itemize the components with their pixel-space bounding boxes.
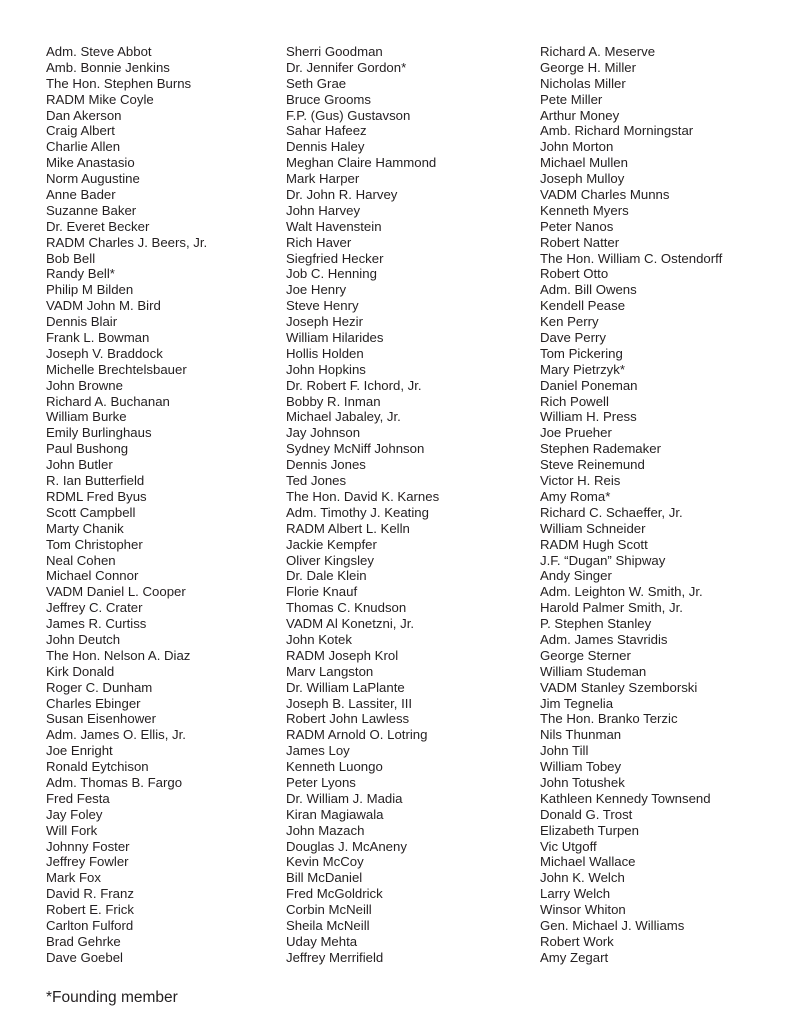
- list-item: Mark Fox: [46, 870, 101, 886]
- list-item: Mike Anastasio: [46, 155, 135, 171]
- list-item: Kendell Pease: [540, 298, 626, 314]
- list-item: Suzanne Baker: [46, 202, 137, 218]
- list-item: Thomas C. Knudson: [286, 600, 407, 616]
- list-item: Nicholas Miller: [540, 75, 626, 91]
- list-item: Adm. Timothy J. Keating: [286, 504, 429, 520]
- list-item: Philip M Bilden: [46, 282, 134, 298]
- list-item: Daniel Poneman: [540, 377, 638, 393]
- list-item: F.P. (Gus) Gustavson: [286, 107, 411, 123]
- list-item: Charles Ebinger: [46, 695, 141, 711]
- list-item: Elizabeth Turpen: [540, 822, 639, 838]
- list-item: Jeffrey C. Crater: [46, 600, 143, 616]
- list-item: R. Ian Butterfield: [46, 473, 145, 489]
- list-item: Rich Powell: [540, 393, 609, 409]
- list-item: William Studeman: [540, 663, 647, 679]
- list-item: Paul Bushong: [46, 441, 129, 457]
- list-item: John Mazach: [286, 822, 365, 838]
- list-item: Bruce Grooms: [286, 91, 372, 107]
- list-item: Victor H. Reis: [540, 473, 621, 489]
- list-item: Richard A. Meserve: [540, 44, 656, 59]
- list-item: Tom Pickering: [540, 345, 623, 361]
- list-item: Randy Bell*: [46, 266, 115, 282]
- list-item: J.F. “Dugan” Shipway: [540, 552, 666, 568]
- list-item: Robert Otto: [540, 266, 609, 282]
- list-item: Susan Eisenhower: [46, 711, 156, 727]
- list-item: RADM Joseph Krol: [286, 647, 399, 663]
- list-item: Michelle Brechtelsbauer: [46, 361, 187, 377]
- list-item: William Hilarides: [286, 330, 384, 346]
- list-item: John Till: [540, 743, 589, 759]
- list-item: Adm. Leighton W. Smith, Jr.: [540, 584, 703, 600]
- list-item: Joe Enright: [46, 743, 113, 759]
- list-item: Sahar Hafeez: [286, 123, 367, 139]
- list-item: Johnny Foster: [46, 838, 130, 854]
- list-item: Jay Foley: [46, 806, 103, 822]
- list-item: Kiran Magiawala: [286, 806, 384, 822]
- list-item: RADM Albert L. Kelln: [286, 520, 410, 536]
- list-item: Sherri Goodman: [286, 44, 383, 59]
- list-item: Meghan Claire Hammond: [286, 155, 437, 171]
- list-item: Robert Work: [540, 933, 614, 949]
- list-item: Jeffrey Fowler: [46, 854, 129, 870]
- list-item: Peter Lyons: [286, 774, 356, 790]
- list-item: Siegfried Hecker: [286, 250, 384, 266]
- list-item: Joseph Hezir: [286, 314, 363, 330]
- list-item: Neal Cohen: [46, 552, 116, 568]
- list-item: Sheila McNeill: [286, 917, 370, 933]
- list-item: Walt Havenstein: [286, 218, 382, 234]
- list-item: Joe Henry: [286, 282, 347, 298]
- list-item: Jay Johnson: [286, 425, 361, 441]
- list-item: John Hopkins: [286, 361, 366, 377]
- footnote: *Founding member: [46, 989, 178, 1006]
- list-item: Amy Roma*: [540, 488, 611, 504]
- list-item: Dr. Everet Becker: [46, 218, 150, 234]
- list-item: James Loy: [286, 743, 350, 759]
- list-item: Kathleen Kennedy Townsend: [540, 790, 711, 806]
- list-item: Anne Bader: [46, 187, 116, 203]
- list-item: Adm. Thomas B. Fargo: [46, 774, 183, 790]
- list-item: Dr. Dale Klein: [286, 568, 367, 584]
- list-item: Richard A. Buchanan: [46, 393, 170, 409]
- list-item: Amb. Richard Morningstar: [540, 123, 694, 139]
- list-item: Jim Tegnelia: [540, 695, 614, 711]
- list-item: RADM Charles J. Beers, Jr.: [46, 234, 208, 250]
- list-item: Bob Bell: [46, 250, 96, 266]
- list-item: Bobby R. Inman: [286, 393, 381, 409]
- list-item: William Burke: [46, 409, 127, 425]
- list-item: Scott Campbell: [46, 504, 136, 520]
- list-item: Tom Christopher: [46, 536, 143, 552]
- list-item: Dan Akerson: [46, 107, 122, 123]
- list-item: Amy Zegart: [540, 949, 609, 965]
- list-item: Nils Thunman: [540, 727, 622, 743]
- list-item: Jackie Kempfer: [286, 536, 377, 552]
- list-item: Marv Langston: [286, 663, 374, 679]
- list-item: Dave Goebel: [46, 949, 123, 965]
- list-item: Dennis Jones: [286, 457, 366, 473]
- list-item: Dave Perry: [540, 330, 606, 346]
- list-item: Kenneth Luongo: [286, 759, 383, 775]
- list-item: Harold Palmer Smith, Jr.: [540, 600, 683, 616]
- list-item: Joseph B. Lassiter, III: [286, 695, 413, 711]
- list-item: John Deutch: [46, 631, 121, 647]
- list-item: VADM John M. Bird: [46, 298, 161, 314]
- list-item: John Totushek: [540, 774, 625, 790]
- list-item: The Hon. Stephen Burns: [46, 75, 192, 91]
- list-item: Donald G. Trost: [540, 806, 633, 822]
- list-item: Dennis Blair: [46, 314, 118, 330]
- list-item: Dr. Robert F. Ichord, Jr.: [286, 377, 422, 393]
- list-item: Dr. William LaPlante: [286, 679, 405, 695]
- list-item: Robert John Lawless: [286, 711, 410, 727]
- list-item: Joe Prueher: [540, 425, 612, 441]
- list-item: Arthur Money: [540, 107, 620, 123]
- list-item: Larry Welch: [540, 886, 611, 902]
- list-item: Robert E. Frick: [46, 902, 134, 918]
- list-item: Uday Mehta: [286, 933, 358, 949]
- list-item: RDML Fred Byus: [46, 488, 147, 504]
- list-item: Mark Harper: [286, 171, 360, 187]
- list-item: Amb. Bonnie Jenkins: [46, 59, 170, 75]
- list-item: Ronald Eytchison: [46, 759, 149, 775]
- list-item: Will Fork: [46, 822, 98, 838]
- list-item: Emily Burlinghaus: [46, 425, 152, 441]
- list-item: Kirk Donald: [46, 663, 115, 679]
- list-item: Vic Utgoff: [540, 838, 597, 854]
- list-item: The Hon. Nelson A. Diaz: [46, 647, 191, 663]
- list-item: Adm. Steve Abbot: [46, 44, 152, 59]
- list-item: Stephen Rademaker: [540, 441, 661, 457]
- list-item: Frank L. Bowman: [46, 330, 150, 346]
- list-item: Ken Perry: [540, 314, 599, 330]
- list-item: Corbin McNeill: [286, 902, 372, 918]
- list-item: Marty Chanik: [46, 520, 124, 536]
- list-item: RADM Mike Coyle: [46, 91, 154, 107]
- list-item: Michael Jabaley, Jr.: [286, 409, 401, 425]
- list-item: Fred Festa: [46, 790, 110, 806]
- list-item: VADM Charles Munns: [540, 187, 670, 203]
- list-item: Gen. Michael J. Williams: [540, 917, 685, 933]
- name-column-1: [46, 44, 207, 966]
- list-item: George H. Miller: [540, 59, 637, 75]
- list-item: Bill McDaniel: [286, 870, 363, 886]
- list-item: RADM Arnold O. Lotring: [286, 727, 428, 743]
- list-item: P. Stephen Stanley: [540, 616, 652, 632]
- list-item: William H. Press: [540, 409, 637, 425]
- list-item: Dennis Haley: [286, 139, 365, 155]
- list-item: VADM Stanley Szemborski: [540, 679, 698, 695]
- list-item: Craig Albert: [46, 123, 115, 139]
- list-item: Ted Jones: [286, 473, 347, 489]
- list-item: John Morton: [540, 139, 614, 155]
- list-item: Rich Haver: [286, 234, 352, 250]
- list-item: The Hon. William C. Ostendorff: [540, 250, 723, 266]
- list-item: James R. Curtiss: [46, 616, 147, 632]
- list-item: Dr. William J. Madia: [286, 790, 403, 806]
- list-item: VADM Daniel L. Cooper: [46, 584, 186, 600]
- list-item: Robert Natter: [540, 234, 620, 250]
- list-item: Peter Nanos: [540, 218, 614, 234]
- list-item: Seth Grae: [286, 75, 347, 91]
- name-column-3: [540, 44, 722, 966]
- list-item: VADM Al Konetzni, Jr.: [286, 616, 415, 632]
- list-item: Joseph Mulloy: [540, 171, 625, 187]
- list-item: Adm. James O. Ellis, Jr.: [46, 727, 186, 743]
- list-item: John Kotek: [286, 631, 352, 647]
- list-item: Adm. Bill Owens: [540, 282, 637, 298]
- list-item: David R. Franz: [46, 886, 134, 902]
- list-item: Sydney McNiff Johnson: [286, 441, 425, 457]
- list-item: Michael Wallace: [540, 854, 636, 870]
- list-item: Andy Singer: [540, 568, 612, 584]
- list-item: Carlton Fulford: [46, 917, 134, 933]
- list-item: Dr. Jennifer Gordon*: [286, 59, 407, 75]
- list-item: Joseph V. Braddock: [46, 345, 163, 361]
- list-item: Dr. John R. Harvey: [286, 187, 398, 203]
- list-item: Michael Mullen: [540, 155, 628, 171]
- list-item: George Sterner: [540, 647, 631, 663]
- list-item: John K. Welch: [540, 870, 625, 886]
- list-item: William Schneider: [540, 520, 646, 536]
- list-item: Fred McGoldrick: [286, 886, 383, 902]
- list-item: Job C. Henning: [286, 266, 377, 282]
- list-item: Adm. James Stavridis: [540, 631, 668, 647]
- list-item: Jeffrey Merrifield: [286, 949, 384, 965]
- list-item: Michael Connor: [46, 568, 139, 584]
- list-item: Pete Miller: [540, 91, 603, 107]
- list-item: Richard C. Schaeffer, Jr.: [540, 504, 683, 520]
- list-item: The Hon. Branko Terzic: [540, 711, 678, 727]
- list-item: Kenneth Myers: [540, 202, 629, 218]
- list-item: Steve Reinemund: [540, 457, 645, 473]
- list-item: Roger C. Dunham: [46, 679, 153, 695]
- list-item: John Butler: [46, 457, 113, 473]
- list-item: Florie Knauf: [286, 584, 358, 600]
- list-item: The Hon. David K. Karnes: [286, 488, 440, 504]
- name-column-2: [286, 44, 439, 966]
- list-item: Steve Henry: [286, 298, 359, 314]
- list-item: Winsor Whiton: [540, 902, 626, 918]
- list-item: Douglas J. McAneny: [286, 838, 407, 854]
- list-item: RADM Hugh Scott: [540, 536, 648, 552]
- list-item: William Tobey: [540, 759, 622, 775]
- list-item: John Browne: [46, 377, 123, 393]
- list-item: Hollis Holden: [286, 345, 364, 361]
- list-item: Oliver Kingsley: [286, 552, 374, 568]
- list-item: Charlie Allen: [46, 139, 121, 155]
- list-item: Norm Augustine: [46, 171, 140, 187]
- list-item: Brad Gehrke: [46, 933, 121, 949]
- list-item: Kevin McCoy: [286, 854, 364, 870]
- list-item: John Harvey: [286, 202, 361, 218]
- list-item: Mary Pietrzyk*: [540, 361, 625, 377]
